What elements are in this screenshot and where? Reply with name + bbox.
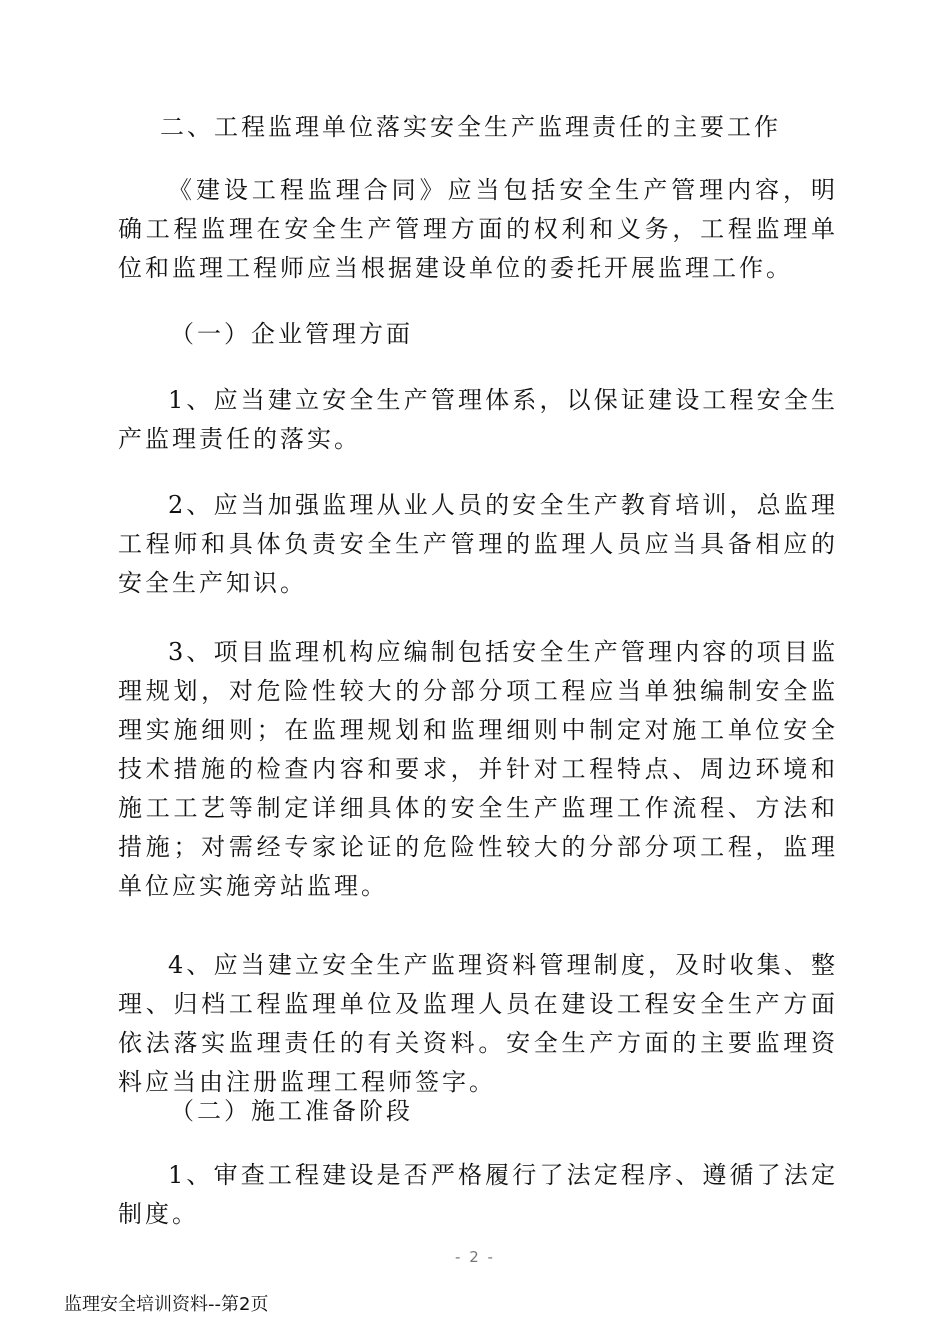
- section-heading: 二、工程监理单位落实安全生产监理责任的主要工作: [160, 113, 781, 141]
- section1-item-2: 2、应当加强监理从业人员的安全生产教育培训，总监理工程师和具体负责安全生产管理的监理人员应当具备相应的安全生产知识。: [118, 491, 838, 597]
- section1-title: （一）企业管理方面: [170, 320, 413, 348]
- page-number: - 2 -: [455, 1248, 495, 1266]
- section2-item-1: 1、审查工程建设是否严格履行了法定程序、遵循了法定制度。: [118, 1161, 838, 1228]
- section1-item-4: 4、应当建立安全生产监理资料管理制度，及时收集、整理、归档工程监理单位及监理人员在建设工程安全生产方面依法落实监理责任的有关资料。安全生产方面的主要监理资料应当由注册监理工程师签字。: [118, 951, 838, 1096]
- footer-caption: 监理安全培训资料--第2页: [64, 1294, 269, 1315]
- section1-item-1: 1、应当建立安全生产管理体系，以保证建设工程安全生产监理责任的落实。: [118, 386, 838, 453]
- section1-item-3: 3、项目监理机构应编制包括安全生产管理内容的项目监理规划，对危险性较大的分部分项工程应当单独编制安全监理实施细则；在监理规划和监理细则中制定对施工单位安全技术措施的检查内容和要求，并针对工程特点、周边环境和施工工艺等制定详细具体的安全生产监理工作流程、方法和措施；对需经专家论证的危险性较大的分部分项工程，监理单位应实施旁站监理。: [118, 638, 838, 900]
- intro-paragraph: 《建设工程监理合同》应当包括安全生产管理内容，明确工程监理在安全生产管理方面的权利和义务，工程监理单位和监理工程师应当根据建设单位的委托开展监理工作。: [118, 176, 838, 282]
- section2-title: （二）施工准备阶段: [170, 1097, 413, 1125]
